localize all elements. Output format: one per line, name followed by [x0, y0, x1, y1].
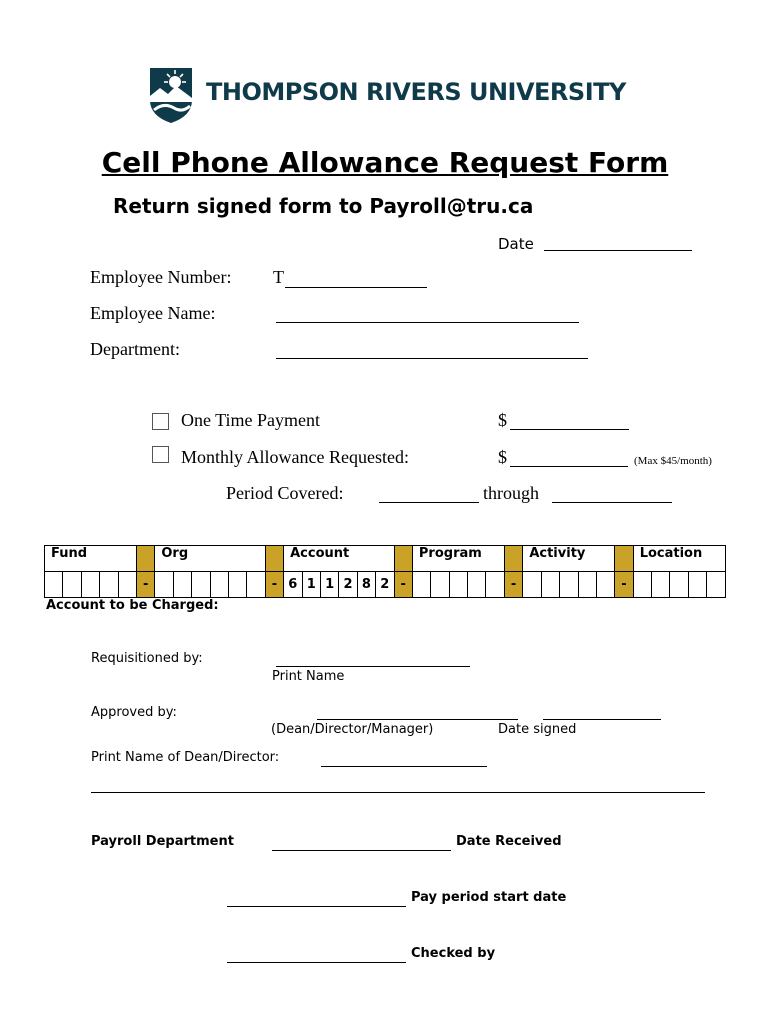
date-label: Date	[498, 235, 534, 253]
employee-number-label: Employee Number:	[90, 267, 232, 287]
account-dash-separator: -	[394, 572, 412, 598]
account-digit-cell[interactable]	[486, 572, 504, 598]
requisitioned-by-label: Requisitioned by:	[91, 651, 203, 666]
date-received-label: Date Received	[456, 834, 562, 849]
employee-name-label: Employee Name:	[90, 303, 216, 323]
account-header-org: Org	[155, 546, 265, 572]
monthly-amount-field[interactable]	[510, 466, 628, 467]
account-digit-cell[interactable]	[523, 572, 541, 598]
monthly-currency: $	[498, 447, 507, 467]
account-digit-cell[interactable]	[468, 572, 486, 598]
account-digit-cell[interactable]: 1	[302, 572, 320, 598]
account-digit-cell[interactable]	[688, 572, 706, 598]
account-digit-cell[interactable]	[431, 572, 449, 598]
account-digit-cell[interactable]	[633, 572, 651, 598]
account-header-fund: Fund	[45, 546, 137, 572]
account-digit-cell[interactable]	[670, 572, 688, 598]
one-time-currency: $	[498, 410, 507, 430]
payroll-signature-field[interactable]	[272, 850, 451, 851]
one-time-amount-field[interactable]	[510, 429, 629, 430]
account-dash-separator: -	[504, 572, 522, 598]
account-digit-cell[interactable]	[449, 572, 467, 598]
dean-director-manager-label: (Dean/Director/Manager)	[271, 722, 434, 737]
account-header-activity: Activity	[523, 546, 615, 572]
form-subtitle: Return signed form to Payroll@tru.ca	[113, 194, 534, 218]
account-digit-cell[interactable]	[707, 572, 726, 598]
approved-by-field[interactable]	[317, 719, 518, 720]
pay-period-start-field[interactable]	[227, 906, 406, 907]
date-field[interactable]	[544, 250, 692, 251]
account-digit-cell[interactable]: 6	[284, 572, 302, 598]
university-name: THOMPSON RIVERS UNIVERSITY	[206, 78, 626, 106]
account-charged-label: Account to be Charged:	[46, 598, 219, 613]
account-separator-block	[136, 546, 154, 572]
account-digit-cell[interactable]	[210, 572, 228, 598]
account-digit-cell[interactable]	[155, 572, 173, 598]
account-separator-block	[265, 546, 283, 572]
period-covered-label: Period Covered:	[226, 483, 344, 503]
university-logo	[148, 66, 648, 126]
one-time-payment-checkbox[interactable]	[152, 413, 169, 430]
account-cell-row	[45, 572, 726, 598]
account-digit-cell[interactable]: 2	[339, 572, 357, 598]
account-separator-block	[504, 546, 522, 572]
date-signed-field[interactable]	[543, 719, 661, 720]
through-label: through	[483, 483, 539, 503]
account-code-grid	[44, 545, 726, 597]
account-digit-cell[interactable]	[560, 572, 578, 598]
max-allowance-note: (Max $45/month)	[634, 455, 712, 467]
account-digit-cell[interactable]	[247, 572, 265, 598]
form-title: Cell Phone Allowance Request Form	[101, 146, 669, 179]
account-header-account: Account	[284, 546, 394, 572]
checked-by-label: Checked by	[411, 946, 496, 961]
approved-by-label: Approved by:	[91, 705, 177, 720]
print-name-label: Print Name	[272, 669, 345, 684]
account-digit-cell[interactable]	[596, 572, 614, 598]
account-dash-separator: -	[615, 572, 633, 598]
department-label: Department:	[90, 339, 180, 359]
account-header-location: Location	[633, 546, 725, 572]
period-end-field[interactable]	[552, 502, 672, 503]
section-divider	[91, 792, 705, 793]
payroll-department-label: Payroll Department	[91, 834, 234, 849]
pay-period-start-label: Pay period start date	[411, 890, 567, 905]
monthly-allowance-label: Monthly Allowance Requested:	[181, 447, 409, 467]
employee-number-field[interactable]	[285, 287, 427, 288]
account-digit-cell[interactable]	[63, 572, 81, 598]
account-digit-cell[interactable]	[652, 572, 670, 598]
account-header-row	[45, 546, 726, 572]
account-digit-cell[interactable]: 8	[357, 572, 375, 598]
print-dean-name-field[interactable]	[321, 766, 487, 767]
account-separator-block	[615, 546, 633, 572]
account-digit-cell[interactable]	[412, 572, 430, 598]
account-dash-separator: -	[265, 572, 283, 598]
account-digit-cell[interactable]	[118, 572, 136, 598]
requisitioned-by-field[interactable]	[276, 666, 470, 667]
account-digit-cell[interactable]	[228, 572, 246, 598]
account-header-program: Program	[412, 546, 504, 572]
print-dean-name-label: Print Name of Dean/Director:	[91, 750, 280, 765]
account-digit-cell[interactable]	[100, 572, 118, 598]
account-digit-cell[interactable]	[192, 572, 210, 598]
account-digit-cell[interactable]: 1	[320, 572, 338, 598]
employee-number-prefix: T	[273, 267, 284, 287]
checked-by-field[interactable]	[227, 962, 406, 963]
monthly-allowance-checkbox[interactable]	[152, 446, 169, 463]
account-digit-cell[interactable]	[81, 572, 99, 598]
employee-name-field[interactable]	[276, 322, 579, 323]
account-digit-cell[interactable]	[541, 572, 559, 598]
account-digit-cell[interactable]: 2	[376, 572, 394, 598]
date-signed-label: Date signed	[498, 722, 577, 737]
account-dash-separator: -	[136, 572, 154, 598]
account-digit-cell[interactable]	[578, 572, 596, 598]
account-digit-cell[interactable]	[45, 572, 63, 598]
account-separator-block	[394, 546, 412, 572]
department-field[interactable]	[276, 358, 588, 359]
account-digit-cell[interactable]	[173, 572, 191, 598]
tru-shield-logo-icon	[148, 66, 194, 124]
period-start-field[interactable]	[379, 502, 479, 503]
one-time-payment-label: One Time Payment	[181, 410, 321, 430]
